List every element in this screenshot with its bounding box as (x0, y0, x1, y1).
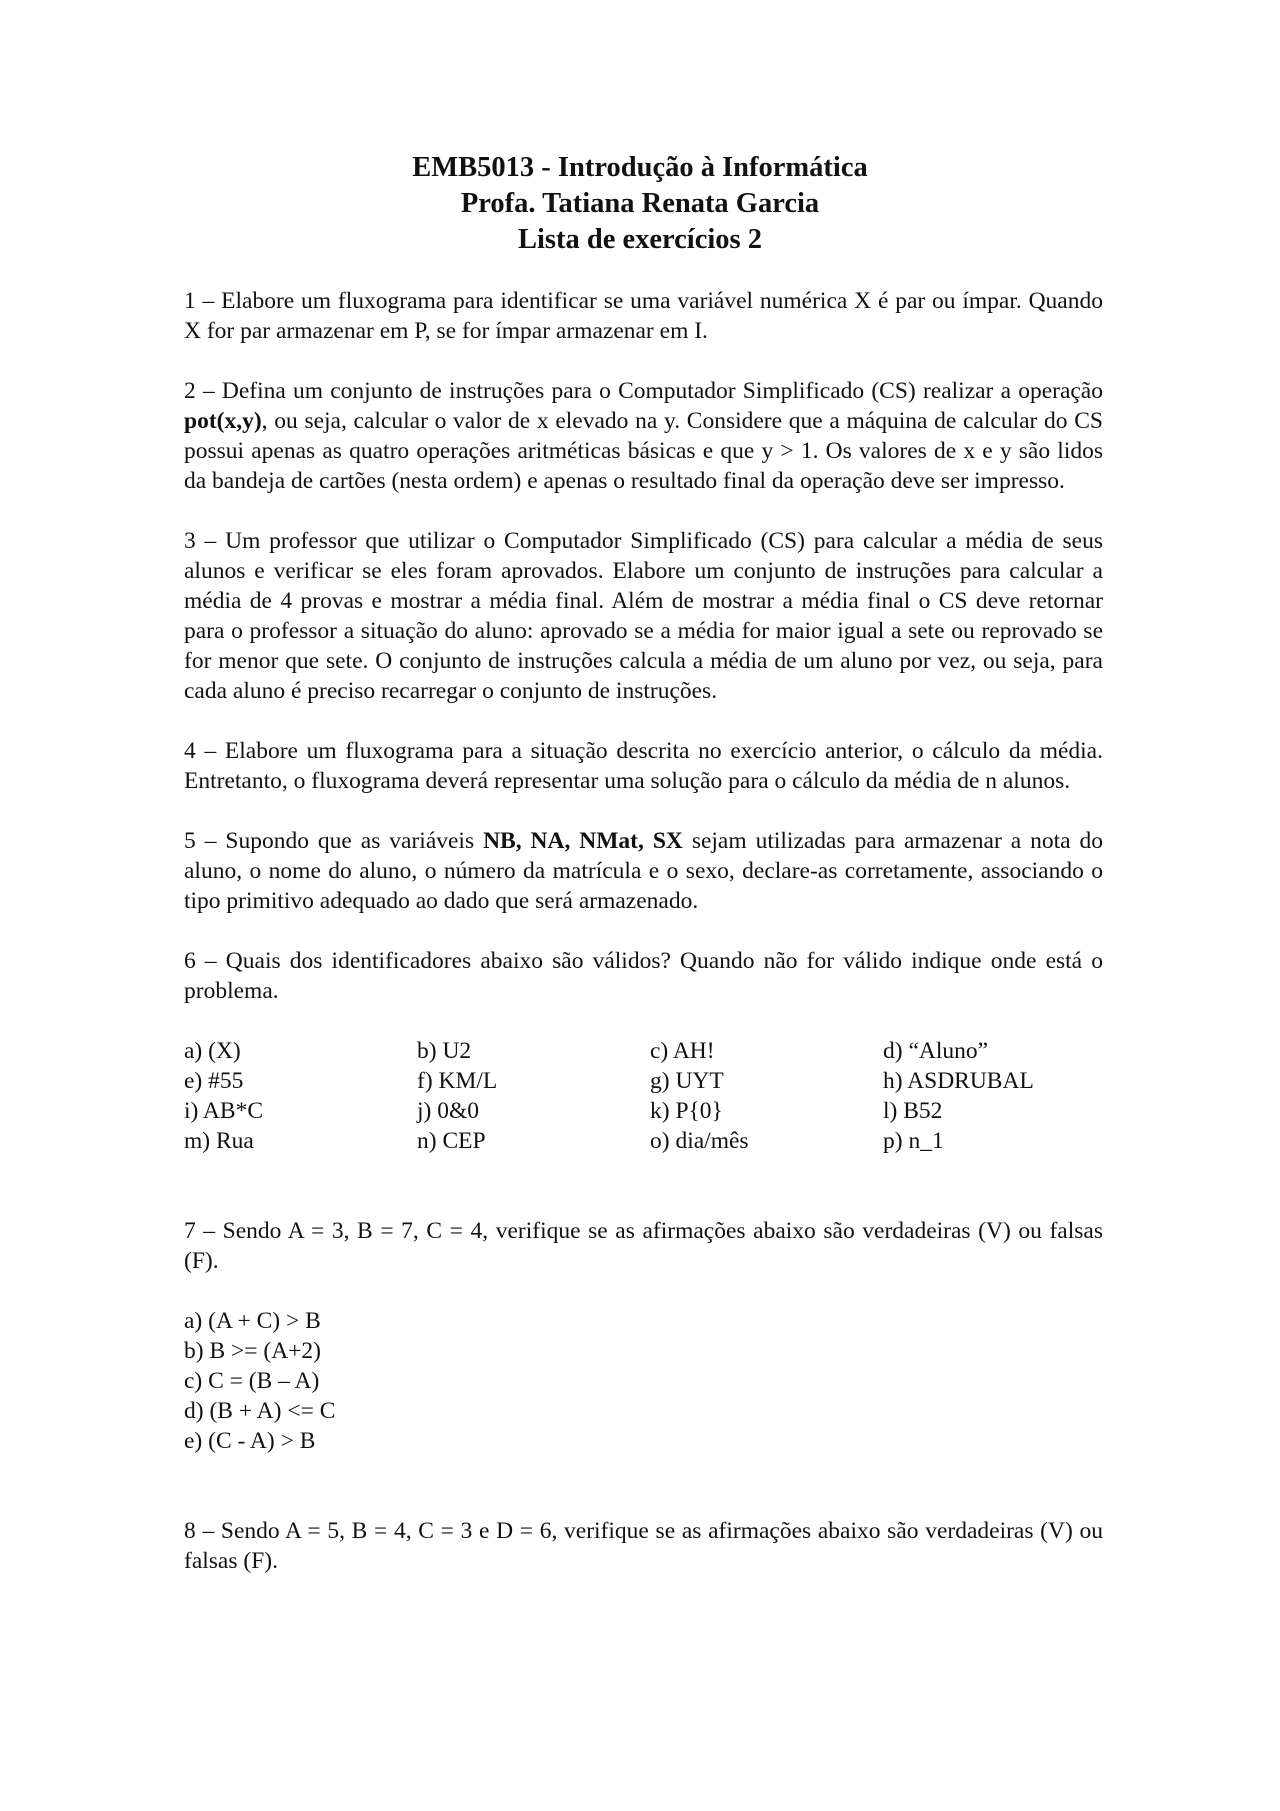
identifier-item: d) “Aluno” (883, 1038, 989, 1064)
identifier-item: k) P{0} (650, 1098, 723, 1124)
statement-item: b) B >= (A+2) (184, 1338, 322, 1364)
exercise-5-text-start: 5 – Supondo que as variáveis (184, 828, 484, 854)
document-header (0, 150, 1280, 258)
identifier-item: g) UYT (650, 1068, 724, 1094)
exercise-1: 1 – Elabore um fluxograma para identificar se uma variável numérica X é par ou ímpar. Quando X for par armazenar em P, se for ímpar armazenar em I. (184, 288, 1103, 344)
exercise-2 (184, 376, 1103, 496)
spacer (184, 1186, 1103, 1216)
statement-item: c) C = (B – A) (184, 1368, 320, 1394)
teacher-name: Profa. Tatiana Renata Garcia (460, 188, 820, 219)
exercise-6: 6 – Quais dos identificadores abaixo são válidos? Quando não for válido indique onde está o problema. (184, 948, 1103, 1004)
identifier-item: b) U2 (417, 1038, 472, 1064)
statement-item: d) (B + A) <= C (184, 1398, 336, 1424)
spacer (184, 1456, 1103, 1486)
identifier-item: h) ASDRUBAL (883, 1068, 1034, 1094)
identifier-item: f) KM/L (417, 1068, 498, 1094)
exercise-8: 8 – Sendo A = 5, B = 4, C = 3 e D = 6, verifique se as afirmações abaixo são verdadeiras (V) ou falsas (F). (184, 1518, 1103, 1574)
exercise-2-text-start: 2 – Defina um conjunto de instruções para o Computador Simplificado (CS) realizar a operação (184, 378, 1103, 404)
exercise-3: 3 – Um professor que utilizar o Computador Simplificado (CS) para calcular a média de seus alunos e verificar se eles foram aprovados. Elabore um conjunto de instruções para calcular a média de 4 provas e mostrar a média final. Além de mostrar a média final o CS deve retornar para o professor a situação do aluno: aprovado se a média for maior igual a sete ou reprovado se for menor que sete. O conjunto de instruções calcula a média de um aluno por vez, ou seja, para cada aluno é preciso recarregar o conjunto de instruções. (184, 528, 1103, 704)
identifier-item: l) B52 (883, 1098, 943, 1124)
exercise-list (184, 286, 1103, 1606)
identifier-item: i) AB*C (184, 1098, 264, 1124)
identifier-item: a) (X) (184, 1038, 241, 1064)
list-title: Lista de exercícios 2 (517, 224, 763, 255)
exercise-7: 7 – Sendo A = 3, B = 7, C = 4, verifique se as afirmações abaixo são verdadeiras (V) ou falsas (F). (184, 1218, 1103, 1274)
statement-item: a) (A + C) > B (184, 1308, 321, 1334)
exercise-5 (184, 826, 1103, 916)
identifier-item: o) dia/mês (650, 1128, 749, 1154)
spacer (184, 1486, 1103, 1516)
exercise-2-bold-term: pot(x,y) (184, 408, 262, 434)
identifier-item: e) #55 (184, 1068, 244, 1094)
exercise-2-text-end: , ou seja, calcular o valor de x elevado na y. Considere que a máquina de calcular do CS possui apenas as quatro operações aritméticas básicas e que y > 1. Os valores de x e y são lidos da bandeja de cartões (nesta ordem) e apenas o resultado final da operação deve ser impresso. (184, 408, 1103, 494)
statement-item: e) (C - A) > B (184, 1428, 316, 1454)
exercise-4: 4 – Elabore um fluxograma para a situação descrita no exercício anterior, o cálculo da média. Entretanto, o fluxograma deverá representar uma solução para o cálculo da média de n alunos. (184, 738, 1103, 794)
course-title: EMB5013 - Introdução à Informática (412, 152, 868, 183)
identifier-item: m) Rua (184, 1128, 254, 1154)
identifier-item: c) AH! (650, 1038, 715, 1064)
exercise-7-statements (184, 1306, 1103, 1456)
identifier-grid (184, 1036, 1103, 1156)
identifier-item: p) n_1 (883, 1128, 944, 1154)
exercise-5-text-end: sejam utilizadas para armazenar a nota do aluno, o nome do aluno, o número da matrícula e o sexo, declare-as corretamente, associando o tipo primitivo adequado ao dado que será armazenado. (184, 828, 1103, 914)
identifier-item: n) CEP (417, 1128, 486, 1154)
identifier-item: j) 0&0 (417, 1098, 480, 1124)
exercise-5-bold-vars: NB, NA, NMat, SX (483, 828, 683, 854)
